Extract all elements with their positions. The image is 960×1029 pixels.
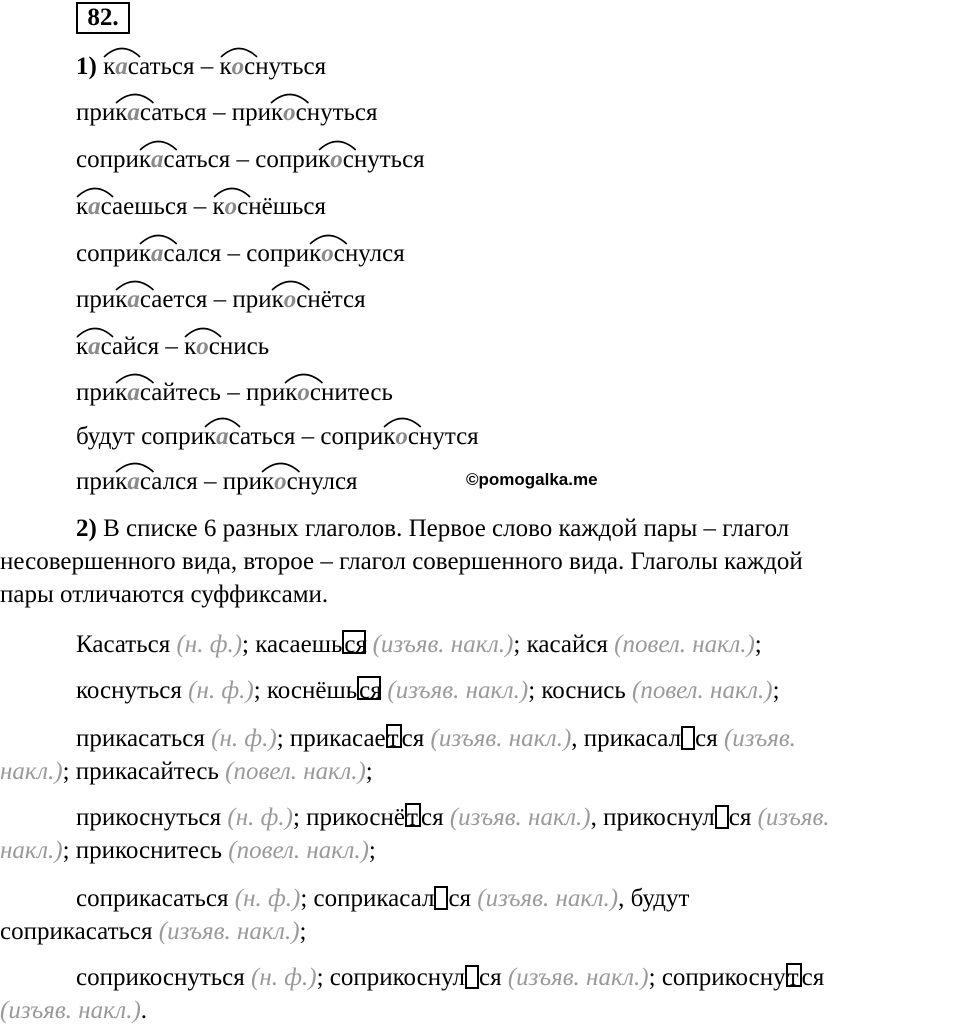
alternating-vowel-a: а [127,99,140,126]
alternating-vowel-a: а [88,193,101,220]
ending-box-empty [465,965,479,989]
grammar-note: (повел. накл.) [632,677,773,704]
word-prefix: к [212,193,225,220]
dash-separator: – [206,99,232,126]
dash-separator: – [220,379,246,406]
word: Касаться [76,631,171,658]
pair-line [76,285,366,315]
word-rest: снулся [286,468,358,495]
pair-line [76,378,393,408]
alternating-vowel-a: а [216,423,229,450]
punct: ; [62,758,76,785]
word-rest: сался [163,240,222,267]
word-prefix: к [76,193,89,220]
grammar-note: (изъяв. накл.) [507,964,649,991]
punct: , [590,804,604,831]
dash-separator: – [194,53,220,80]
word-prefix: соприк [320,423,396,450]
grammar-note: (изъяв. [757,804,830,831]
word-rest: снёшься [237,193,326,220]
grammar-note: (повел. накл.) [614,631,755,658]
grammar-note: (повел. накл.) [225,758,366,785]
word-rest: саться [163,146,231,173]
ending-box [405,803,421,831]
word-prefix: к [103,53,116,80]
word: прикоснё [306,804,405,831]
word: прикоснул [603,804,715,831]
word-prefix: прик [76,468,128,495]
word-tail: ся [401,725,425,752]
word-tail: ся [695,725,718,752]
punct: . [140,997,148,1024]
word: коснись [541,677,626,704]
dash-separator: – [197,468,223,495]
pair-line [76,192,326,222]
grammar-note: (н. ф.) [211,725,277,752]
dash-separator: – [230,146,256,173]
punct: ; [528,677,542,704]
word-prefix: соприк [76,146,151,173]
grammar-note: (изъяв. [723,725,796,752]
pair-line [76,52,326,82]
word-tail: ся [728,804,752,831]
alternating-vowel-a: а [115,53,128,80]
pair-line [76,332,269,362]
word-rest: саться [139,99,207,126]
analysis-row-2 [0,674,958,707]
dash-separator: – [187,193,213,220]
grammar-note: накл.) [0,758,63,785]
punct: , [571,725,584,752]
ending-box-empty [715,805,729,829]
word-rest: снуться [244,53,327,80]
word: прикоснуться [76,804,222,831]
intro-line-2: несовершенного вида, второе – глагол совершенного вида. Глаголы каждой [0,548,803,575]
alternating-vowel-o: о [283,286,297,313]
word: соприкоснул [329,964,465,991]
ending-text: т [407,804,418,831]
word-rest: снуться [342,146,425,173]
punct: ; [299,918,307,945]
grammar-note: (н. ф.) [227,804,293,831]
word-rest: снётся [296,286,366,313]
word-prefix: прик [76,379,128,406]
intro-line-1: В списке 6 разных глаголов. Первое слово каждой пары – глагол [96,515,790,542]
analysis-row-3 [0,722,958,788]
ending-box [786,963,802,991]
punct: ; [772,677,780,704]
alternating-vowel-o: о [231,53,245,80]
word: соприкасаться [76,885,229,912]
ending-box [357,676,382,704]
word: коснуться [76,677,182,704]
word-rest: саться [228,423,296,450]
ending-box [386,724,402,752]
alternating-vowel-o: о [330,146,343,173]
punct: ; [276,725,290,752]
dash-separator: – [207,286,233,313]
dash-separator: – [159,333,185,360]
word-rest: снись [208,333,270,360]
punct: ; [513,631,527,658]
alternating-vowel-a: а [88,333,101,360]
grammar-note: (н. ф.) [251,964,317,991]
word-rest: сайся [100,333,160,360]
ending-box-empty [681,726,695,750]
pair-line [76,145,425,175]
alternating-vowel-o: о [297,379,310,406]
word-prefix: к [76,333,89,360]
dash-separator: – [221,240,247,267]
word-rest: снулся [333,240,405,267]
word: соприкасал [313,885,435,912]
punct: ; [62,837,76,864]
punct: , [618,885,631,912]
word-rest: снутся [407,423,479,450]
part2-marker: 2) [76,515,97,542]
word-tail: ся [801,964,825,991]
analysis-row-5 [0,882,958,948]
alternating-vowel-o: о [196,333,209,360]
grammar-note: (изъяв. накл.) [158,918,300,945]
watermark: ©pomogalka.me [466,470,598,489]
word-prefix: к [219,53,232,80]
word: коснёшь [266,677,358,704]
word-tail: ся [448,885,472,912]
punct: ; [754,631,762,658]
grammar-note: (изъяв. накл.) [387,677,529,704]
grammar-note: (изъяв. накл.) [430,725,572,752]
alternating-vowel-a: а [127,379,140,406]
alternating-vowel-a: а [127,286,140,313]
pair-line [76,422,479,452]
word-prefix: соприк [246,240,322,267]
word: соприкоснуться [76,964,245,991]
exercise-number: 82. [76,2,130,34]
word-prefix: прик [231,99,284,126]
grammar-note: (н. ф.) [176,631,243,658]
intro-line-3: пары отличаются суффиксами. [0,581,329,608]
word: касаешь [255,631,343,658]
word-rest: саться [127,53,195,80]
punct: ; [253,677,267,704]
grammar-note: (изъяв. накл.) [372,631,514,658]
grammar-note: (н. ф.) [188,677,254,704]
word-prefix: прик [222,468,275,495]
ending-text: т [787,964,799,991]
alternating-vowel-o: о [224,193,238,220]
pair-marker: 1) [76,53,97,80]
analysis-row-1 [0,628,958,661]
grammar-note: (изъяв. накл.) [0,997,141,1024]
ending-text: ся [344,631,367,658]
grammar-note: (повел. накл.) [228,837,369,864]
word-rest: снитесь [309,379,393,406]
word-tail: ся [478,964,502,991]
grammar-note: (изъяв. накл.) [449,804,591,831]
word-prefix: прик [76,99,128,126]
analysis-row-4 [0,801,958,867]
word-prefix: прик [232,286,284,313]
word-prefix: соприк [76,240,151,267]
word-rest: снуться [295,99,378,126]
ending-text: ся [359,677,382,704]
word: прикоснитесь [75,837,223,864]
word-rest: сается [139,286,208,313]
word: соприкасаться [0,918,153,945]
word: касайся [526,631,608,658]
word-prefix: будут соприк [76,423,217,450]
word-prefix: к [184,333,197,360]
word-tail: ся [421,804,444,831]
ending-box [342,630,367,658]
punct: ; [316,964,330,991]
dash-separator: – [295,423,321,450]
grammar-note: (изъяв. накл.) [477,885,619,912]
punct: ; [300,885,314,912]
word: соприкосну [661,964,786,991]
grammar-note: (н. ф.) [234,885,301,912]
pair-line [76,467,358,497]
punct: ; [368,837,376,864]
word-rest: сался [139,468,198,495]
ending-box-empty [434,886,448,910]
ending-text: т [387,725,399,752]
word-rest: сайтесь [139,379,221,406]
word-prefix: прик [245,379,298,406]
alternating-vowel-o: о [283,99,296,126]
word: будут [630,885,690,912]
part2-intro [0,512,958,611]
word: прикасал [583,725,682,752]
pair-line [76,239,405,269]
alternating-vowel-a: а [151,146,164,173]
alternating-vowel-o: о [395,423,408,450]
word: прикасаться [76,725,205,752]
punct: ; [292,804,307,831]
punct: ; [242,631,256,658]
word-prefix: прик [76,286,128,313]
alternating-vowel-a: а [127,468,140,495]
alternating-vowel-o: о [321,240,334,267]
word-rest: саешься [100,193,188,220]
grammar-note: накл.) [0,837,63,864]
punct: ; [365,758,373,785]
pair-line [76,98,378,128]
word-prefix: соприк [255,146,331,173]
analysis-row-6 [0,961,958,1027]
word: прикасайтесь [75,758,219,785]
word: прикасае [289,725,386,752]
punct: ; [648,964,662,991]
alternating-vowel-a: а [151,240,164,267]
alternating-vowel-o: о [274,468,287,495]
